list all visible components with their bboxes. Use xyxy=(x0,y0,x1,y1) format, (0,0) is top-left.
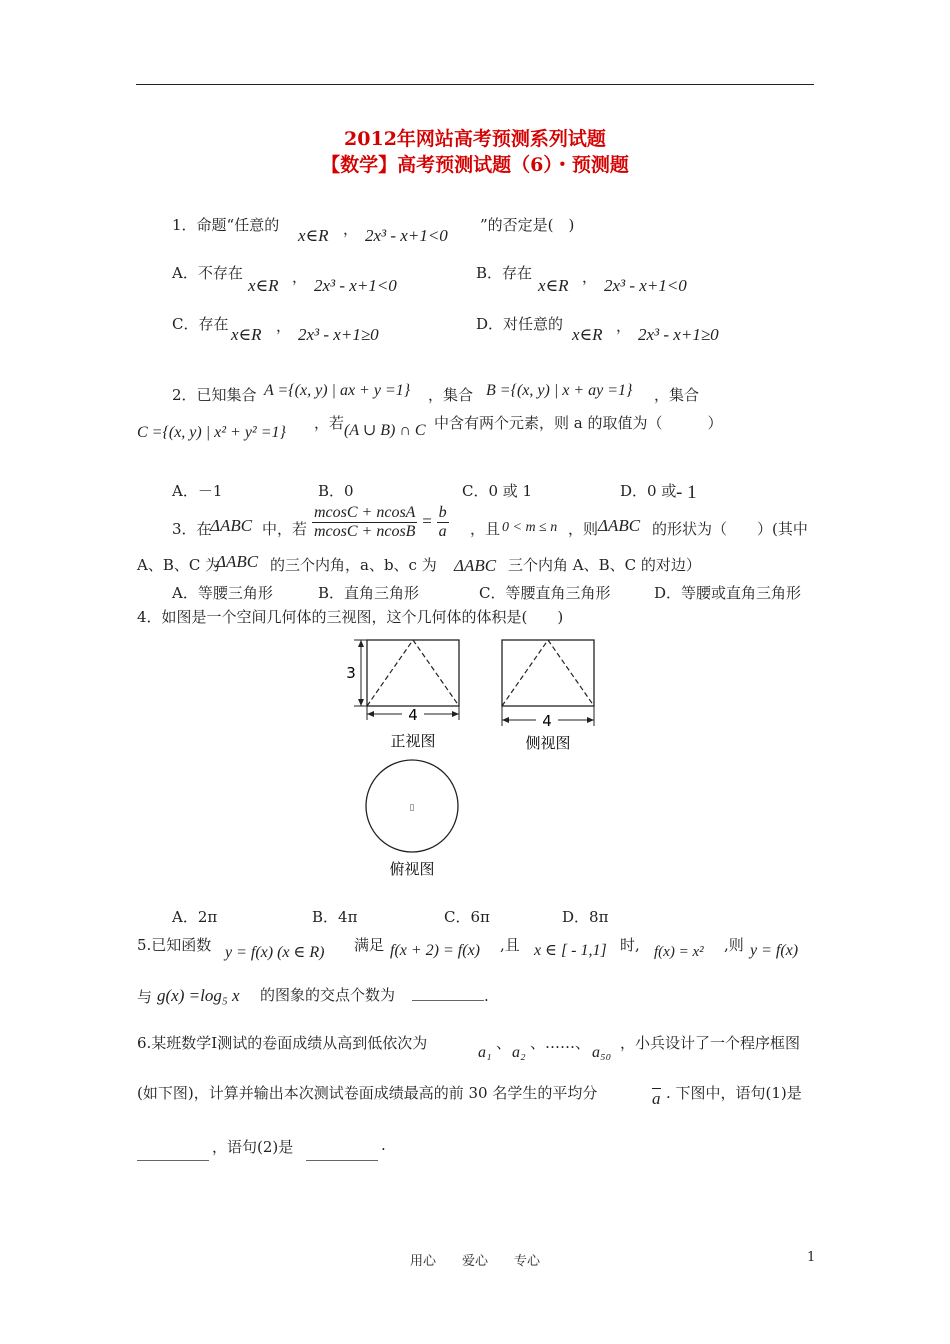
q3-line2-a: A、B、C 为 xyxy=(137,556,221,574)
q3-fraction2-numerator: b xyxy=(438,504,447,521)
q2-set-b: B ={(x, y) | x + ay =1} xyxy=(486,382,633,399)
q6-end: . xyxy=(381,1136,386,1154)
q2-line1-c: ，集合 xyxy=(654,386,700,404)
q3-line2-b: 的三个内角，a、b、c 为 xyxy=(270,556,437,574)
q1-option-a-label: A．不存在 xyxy=(172,264,243,282)
q3-line2-c: 三个内角 A、B、C 的对边） xyxy=(508,556,701,574)
q3-triangle: ΔABC xyxy=(210,516,253,535)
q3-triangle-4: ΔABC xyxy=(454,556,497,575)
q3-option-a: A．等腰三角形 xyxy=(172,584,273,602)
front-view-label: 正视图 xyxy=(390,732,436,750)
header-rule xyxy=(136,84,814,85)
front-width-arrow-right xyxy=(452,711,459,717)
q4-option-d: D．8π xyxy=(562,908,609,926)
q2-expr: (A ∪ B) ∩ C xyxy=(344,422,426,439)
comma: ， xyxy=(616,317,632,335)
height-arrow-top xyxy=(358,640,364,647)
q2-option-c: C．0 或 1 xyxy=(462,482,533,500)
comma: ， xyxy=(582,268,598,286)
q3-fraction2-denominator: a xyxy=(438,523,447,540)
q2-line1-b: ，集合 xyxy=(428,386,474,404)
q2-option-a: A．－1 xyxy=(172,482,223,500)
q5-pre: 5.已知函数 xyxy=(137,936,212,954)
q1-option-a-cond1: x∈R xyxy=(248,276,279,295)
q6-line1-b: ，小兵设计了一个程序框图 xyxy=(620,1034,801,1052)
q1-stem-post: ”的否定是( ) xyxy=(480,216,575,234)
q6-blank-1 xyxy=(137,1142,209,1161)
side-view-label: 侧视图 xyxy=(525,734,571,752)
q4-stem: 4．如图是一个空间几何体的三视图，这个几何体的体积是( ) xyxy=(137,608,564,626)
q3-equals: = xyxy=(422,511,432,531)
q5-function: y = f(x) (x ∈ R) xyxy=(225,944,325,961)
q2-option-d-value: - 1 xyxy=(676,482,697,503)
q5-end: . xyxy=(484,987,489,1005)
q1-option-c-cond1: x∈R xyxy=(231,325,262,344)
q5-m2: ,且 xyxy=(500,936,520,954)
q6-abar: a xyxy=(652,1089,661,1108)
q5-answer-blank xyxy=(412,986,484,1001)
q1-option-b-cond2: 2x³ - x+1<0 xyxy=(604,276,687,295)
comma: ， xyxy=(292,268,308,286)
q1-option-c-label: C．存在 xyxy=(172,315,229,333)
q6-blank-2 xyxy=(306,1142,378,1161)
title-line-1: 2012年网站高考预测系列试题 xyxy=(344,128,606,150)
q3-tail: 的形状为（ ）(其中 xyxy=(652,520,808,538)
footer-text: 用心 爱心 专心 xyxy=(409,1254,540,1269)
q6-line2-a: (如下图)，计算并输出本次测试卷面成绩最高的前 30 名学生的平均分 xyxy=(137,1084,598,1102)
q3-cond-pre: ，且 xyxy=(470,520,501,538)
q1-option-c-cond2: 2x³ - x+1≥0 xyxy=(298,325,379,344)
q3-option-b: B．直角三角形 xyxy=(318,584,420,602)
q3-pre: 3．在 xyxy=(172,520,212,538)
q4-option-a: A．2π xyxy=(172,908,218,926)
q3-option-d: D．等腰或直角三角形 xyxy=(654,584,802,602)
q3-triangle-2: ΔABC xyxy=(598,516,641,535)
q5-m1: 满足 xyxy=(354,936,385,954)
q2-line2-b: 中含有两个元素，则 a 的取值为（ ） xyxy=(434,414,723,432)
side-width-arrow-right xyxy=(587,717,594,723)
q6-a1: a₁ xyxy=(478,1044,492,1061)
side-view-rect xyxy=(502,640,594,706)
q2-option-d: D．0 或 xyxy=(620,482,677,500)
q6-a2: a₂ xyxy=(512,1044,526,1061)
top-view-center-mark: ▯ xyxy=(409,803,415,813)
q4-option-b: B．4π xyxy=(312,908,358,926)
q6-sep1: 、 xyxy=(496,1034,512,1052)
q1-cond2: 2x³ - x+1<0 xyxy=(365,226,448,245)
q2-option-b: B．0 xyxy=(318,482,354,500)
q6-line1-a: 6.某班数学Ⅰ测试的卷面成绩从高到低依次为 xyxy=(137,1034,428,1052)
q2-set-c: C ={(x, y) | x² + y² =1} xyxy=(137,424,286,441)
q6-line2-b: . 下图中，语句(1)是 xyxy=(666,1084,802,1102)
q2-set-a: A ={(x, y) | ax + y =1} xyxy=(264,382,411,399)
q1-cond1: x∈R xyxy=(298,226,329,245)
q1-stem-pre: 1．命题“任意的 xyxy=(172,216,280,234)
q5-interval: x ∈ [ - 1,1] xyxy=(534,942,607,959)
q5-m3: 时, xyxy=(620,936,640,954)
q1-option-d-cond2: 2x³ - x+1≥0 xyxy=(638,325,719,344)
q5-periodic: f(x + 2) = f(x) xyxy=(390,942,480,959)
q1-option-d-label: D．对任意的 xyxy=(476,315,564,333)
q5-line2-a: 与 xyxy=(137,988,153,1006)
q1-option-b-cond1: x∈R xyxy=(538,276,569,295)
q5-line2-b: 的图象的交点个数为 xyxy=(260,986,396,1004)
front-width-arrow-left xyxy=(367,711,374,717)
side-view-right-edge xyxy=(548,640,594,706)
blank-wrap xyxy=(412,986,489,1005)
q1-option-d-cond1: x∈R xyxy=(572,325,603,344)
q2-line1-a: 2．已知集合 xyxy=(172,386,257,404)
q3-fraction xyxy=(312,504,449,541)
page-number: 1 xyxy=(807,1250,816,1265)
top-view-label: 俯视图 xyxy=(389,860,435,878)
comma: ， xyxy=(276,317,292,335)
side-width-label: 4 xyxy=(542,712,552,730)
q2-line2-a: ，若 xyxy=(314,414,345,432)
side-view-left-edge xyxy=(502,640,548,706)
front-view-rect xyxy=(367,640,459,706)
q5-y-fx: y = f(x) xyxy=(750,942,799,959)
side-width-arrow-left xyxy=(502,717,509,723)
q5-m4: ,则 xyxy=(724,936,744,954)
q6-line3-a: ，语句(2)是 xyxy=(212,1138,294,1156)
q5-square: f(x) = x² xyxy=(654,944,704,960)
q6-sep2: 、……、 xyxy=(530,1034,591,1052)
q1-option-a-cond2: 2x³ - x+1<0 xyxy=(314,276,397,295)
title-line-2: 【数学】高考预测试题（6）・预测题 xyxy=(321,154,629,176)
height-dimension-label: 3 xyxy=(346,664,356,682)
front-width-label: 4 xyxy=(408,706,418,724)
q3-fraction-numerator: mcosC + ncosA xyxy=(314,504,416,521)
q1-option-b-label: B．存在 xyxy=(476,264,533,282)
three-view-figure xyxy=(340,634,620,884)
q5-g-function: g(x) =log₅ x xyxy=(157,986,240,1005)
front-view-right-edge xyxy=(413,640,459,706)
q3-condition: 0 < m ≤ n xyxy=(502,520,558,535)
q3-cond-post: ，则 xyxy=(568,520,599,538)
q6-a50: a₅₀ xyxy=(592,1044,612,1061)
q3-mid: 中，若 xyxy=(262,520,308,538)
q3-fraction-denominator: mcosC + ncosB xyxy=(314,523,416,540)
q4-option-c: C．6π xyxy=(444,908,490,926)
comma: ， xyxy=(343,220,359,238)
height-arrow-bottom xyxy=(358,699,364,706)
q3-triangle-3: ΔABC xyxy=(216,552,259,571)
front-view-left-edge xyxy=(367,640,413,706)
q3-option-c: C．等腰直角三角形 xyxy=(479,584,611,602)
